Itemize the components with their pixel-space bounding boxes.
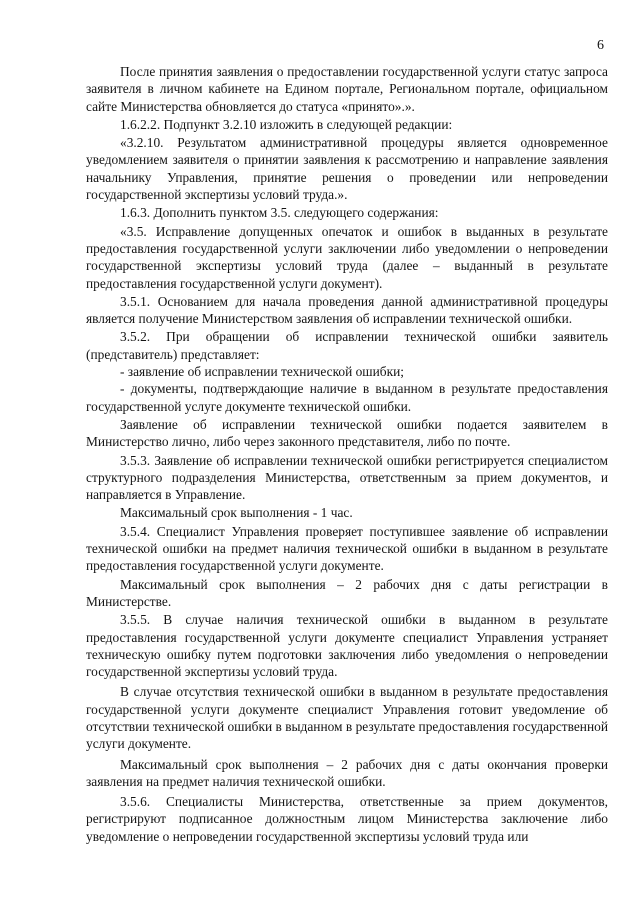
paragraph-1-6-2-2: 1.6.2.2. Подпункт 3.2.10 изложить в следующей редакции: xyxy=(120,116,453,132)
paragraph-deadline-1-hour: Максимальный срок выполнения - 1 час. xyxy=(120,505,353,521)
paragraph-3-5-6: 3.5.6. Специалисты Министерства, ответственные за прием документов, регистрируют подписанное должностным лицом Министерства заключение либо уведомление о непроведении государственной экспертизы условий труда или xyxy=(86,794,608,844)
paragraph-no-error: В случае отсутствия технической ошибки в выданном в результате предоставления государственной услуги документе специалист Управления готовит уведомление об отсутствии технической ошибки в выданном в результате предоставления государственной услуги документе. xyxy=(86,684,608,752)
paragraph-deadline-2-days-check: Максимальный срок выполнения – 2 рабочих дня с даты окончания проверки заявления на предмет наличия технической ошибки. xyxy=(86,756,608,789)
list-item-application: - заявление об исправлении технической ошибки; xyxy=(120,364,404,380)
paragraph-3-5-2: 3.5.2. При обращении об исправлении технической ошибки заявитель (представитель) представляет: xyxy=(86,329,608,362)
paragraph-3-5-1: 3.5.1. Основанием для начала проведения данной административной процедуры является получение Министерством заявления об исправлении технической ошибки. xyxy=(86,293,608,327)
paragraph-3-5-3: 3.5.3. Заявление об исправлении технической ошибки регистрируется специалистом структурного подразделения Министерства, ответственным за прием документов, и направляется в Управление. xyxy=(86,452,608,503)
paragraph-3-5-4: 3.5.4. Специалист Управления проверяет поступившее заявление об исправлении технической ошибки на предмет наличия технической ошибки в выданном в результате предоставления государственной услуги документе. xyxy=(86,523,608,574)
paragraph-1-6-3: 1.6.3. Дополнить пунктом 3.5. следующего содержания: xyxy=(120,205,439,221)
document-body xyxy=(86,63,608,845)
list-item-documents: - документы, подтверждающие наличие в выданном в результате предоставления государственной услуге документе технической ошибки. xyxy=(86,381,608,414)
paragraph-3-5-5: 3.5.5. В случае наличия технической ошибки в выданном в результате предоставления государственной услуги документе специалист Управления устраняет техническую ошибку путем подготовки заключения либо уведомления о непроведении государственной экспертизы условий труда. xyxy=(86,612,608,680)
page-number: 6 xyxy=(597,38,604,53)
paragraph-deadline-2-days-registration: Максимальный срок выполнения – 2 рабочих дня с даты регистрации в Министерстве. xyxy=(86,576,608,609)
paragraph-3-2-10: «3.2.10. Результатом административной процедуры является одновременное уведомлением заявителя о принятии заявления к рассмотрению и направление заявления начальнику Управления, принятие решения о проведении или непроведении государственной экспертизы условий труда.». xyxy=(86,135,608,203)
paragraph-3-5: «3.5. Исправление допущенных опечаток и ошибок в выданных в результате предоставления государственной услуги заключении либо уведомлении о непроведении государственной экспертизы условий труда (далее – выданный в результате предоставления государственной услуги документ). xyxy=(86,223,608,291)
paragraph-submission: Заявление об исправлении технической ошибки подается заявителем в Министерство лично, либо через законного представителя, либо по почте. xyxy=(86,416,608,450)
paragraph-status-update: После принятия заявления о предоставлении государственной услуги статус запроса заявителя в личном кабинете на Едином портале, Региональном портале, официальном сайте Министерства обновляется до статуса «принято».». xyxy=(86,64,608,114)
